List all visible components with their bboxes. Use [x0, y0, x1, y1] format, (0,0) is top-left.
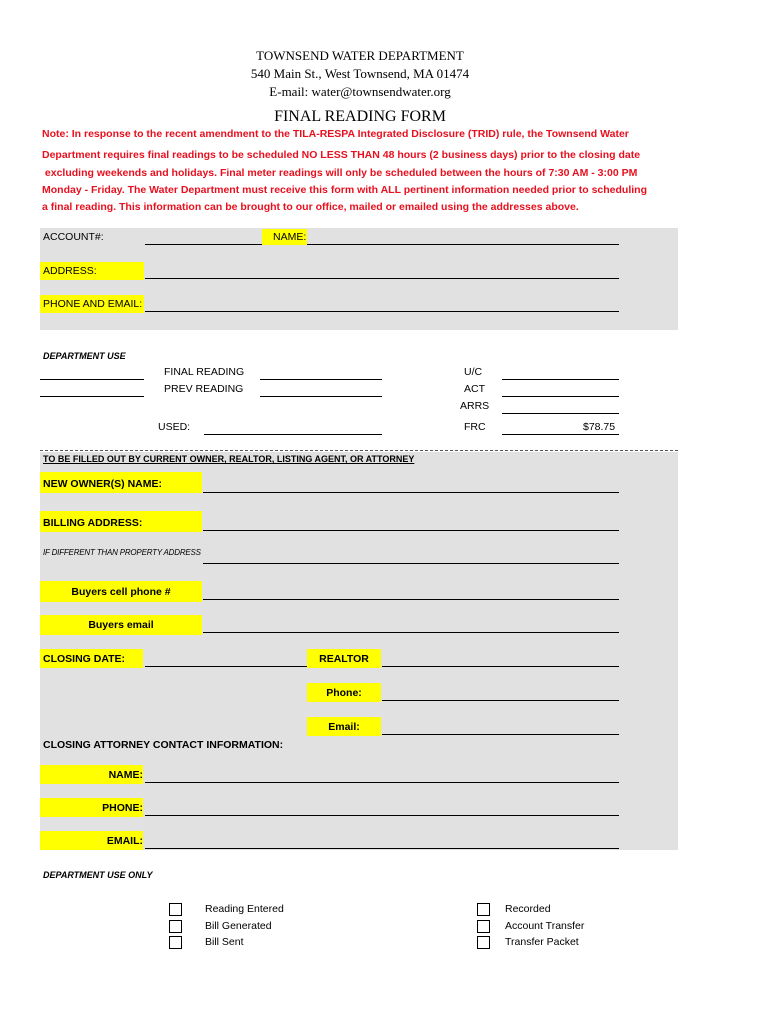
note-line-4: Monday - Friday. The Water Department must receive this form with ALL pertinent information needed prior to scheduling [42, 184, 647, 196]
org-email: E-mail: water@townsendwater.org [269, 84, 451, 99]
recorded-checkbox[interactable] [477, 903, 490, 916]
realtor-phone-input[interactable] [382, 700, 619, 701]
note-line-1: Note: In response to the recent amendment to the TILA-RESPA Integrated Disclosure (TRID) rule, the Townsend Water [42, 128, 629, 140]
cell-input[interactable] [203, 599, 619, 600]
realtor-label: REALTOR [319, 653, 369, 665]
frc-label: FRC [464, 421, 486, 433]
realtor-input[interactable] [382, 666, 619, 667]
bill-generated-checkbox[interactable] [169, 920, 182, 933]
cell-label: Buyers cell phone # [71, 586, 171, 598]
name-input[interactable] [307, 244, 619, 245]
act-input[interactable] [502, 396, 619, 397]
used-label: USED: [158, 421, 191, 433]
buyer-email-label: Buyers email [88, 619, 154, 631]
name-label: NAME: [273, 231, 307, 243]
account-transfer-checkbox[interactable] [477, 920, 490, 933]
bill-sent-label: Bill Sent [205, 936, 244, 948]
arrs-input[interactable] [502, 413, 619, 414]
act-label: ACT [464, 383, 485, 395]
closing-date-input[interactable] [145, 666, 307, 667]
attorney-phone-label: PHONE: [102, 802, 143, 814]
bill-sent-checkbox[interactable] [169, 936, 182, 949]
new-owner-label: NEW OWNER(S) NAME: [43, 478, 162, 490]
note-line-2: Department requires final readings to be scheduled NO LESS THAN 48 hours (2 business days) prior to the closing date [42, 149, 641, 161]
account-input[interactable] [145, 244, 262, 245]
department-use-heading: DEPARTMENT USE [43, 351, 126, 361]
note-line-5: a final reading. This information can be brought to our office, mailed or emailed using the addresses above. [42, 201, 579, 213]
closing-date-label: CLOSING DATE: [43, 653, 126, 665]
address-label: ADDRESS: [43, 265, 97, 277]
final-reading-input[interactable] [260, 379, 382, 380]
owner-heading: TO BE FILLED OUT BY CURRENT OWNER, REALTOR, LISTING AGENT, OR ATTORNEY [43, 454, 415, 464]
uc-label: U/C [464, 366, 483, 378]
attorney-heading: CLOSING ATTORNEY CONTACT INFORMATION: [43, 739, 284, 751]
billing-input-2[interactable] [203, 563, 619, 564]
prev-reading-input[interactable] [260, 396, 382, 397]
address-input[interactable] [145, 278, 619, 279]
reading-entered-label: Reading Entered [205, 903, 284, 915]
prev-reading-label: PREV READING [164, 383, 244, 395]
form-title: FINAL READING FORM [274, 108, 446, 125]
dept-input-1[interactable] [40, 379, 144, 380]
used-input[interactable] [204, 434, 382, 435]
dept-input-2[interactable] [40, 396, 144, 397]
org-name: TOWNSEND WATER DEPARTMENT [256, 48, 464, 63]
frc-input[interactable] [502, 434, 619, 435]
divider [40, 450, 678, 451]
transfer-packet-checkbox[interactable] [477, 936, 490, 949]
final-reading-label: FINAL READING [164, 366, 245, 378]
billing-input[interactable] [203, 530, 619, 531]
attorney-email-input[interactable] [145, 848, 619, 849]
realtor-email-input[interactable] [382, 734, 619, 735]
realtor-phone-label: Phone: [326, 687, 362, 699]
phone-email-input[interactable] [145, 311, 619, 312]
attorney-phone-input[interactable] [145, 815, 619, 816]
bill-generated-label: Bill Generated [205, 920, 272, 932]
transfer-packet-label: Transfer Packet [505, 936, 579, 948]
recorded-label: Recorded [505, 903, 551, 915]
account-transfer-label: Account Transfer [505, 920, 585, 932]
attorney-name-label: NAME: [108, 769, 143, 781]
attorney-name-input[interactable] [145, 782, 619, 783]
note-line-3: excluding weekends and holidays. Final meter readings will only be scheduled between the hours of 7:30 AM - 3:00 PM [42, 167, 638, 179]
billing-label: BILLING ADDRESS: [43, 517, 143, 529]
phone-email-label: PHONE AND EMAIL: [43, 298, 143, 310]
attorney-email-label: EMAIL: [106, 835, 143, 847]
arrs-label: ARRS [460, 400, 490, 412]
account-label: ACCOUNT#: [43, 231, 104, 243]
reading-entered-checkbox[interactable] [169, 903, 182, 916]
buyer-email-input[interactable] [203, 632, 619, 633]
realtor-email-label: Email: [328, 721, 360, 733]
new-owner-input[interactable] [203, 492, 619, 493]
frc-amount: $78.75 [583, 421, 616, 433]
org-address: 540 Main St., West Townsend, MA 01474 [250, 66, 470, 81]
department-use-only-heading: DEPARTMENT USE ONLY [43, 870, 153, 880]
uc-input[interactable] [502, 379, 619, 380]
if-different-label: IF DIFFERENT THAN PROPERTY ADDRESS [43, 548, 201, 557]
